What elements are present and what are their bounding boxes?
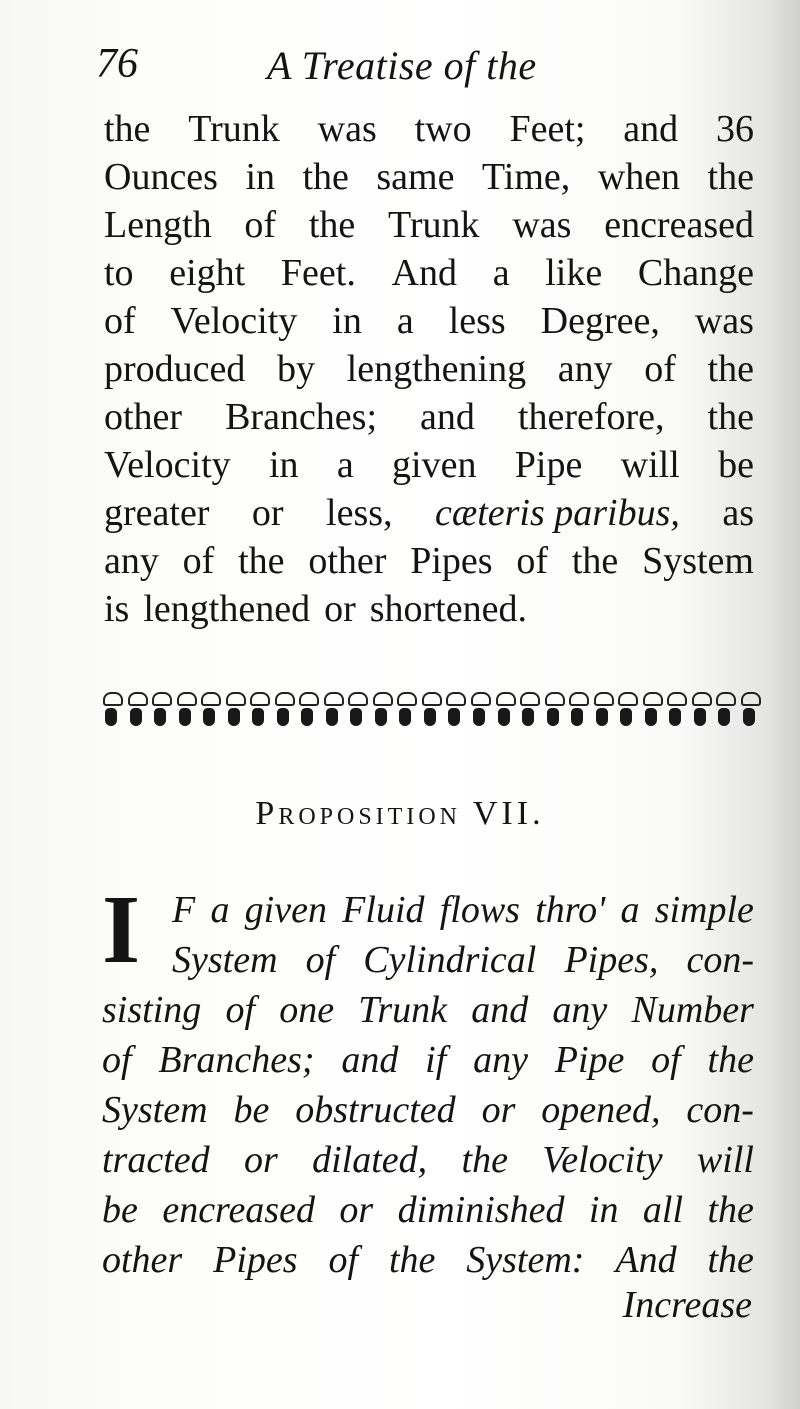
word: the	[461, 1139, 508, 1181]
word: flows	[439, 889, 520, 931]
drop-cap: I	[102, 876, 141, 984]
fleuron-ornament	[272, 690, 294, 730]
word: a	[396, 300, 414, 342]
fleuron-ornament	[321, 690, 343, 730]
word: Time,	[481, 156, 571, 198]
fleuron-ornament	[615, 690, 637, 730]
word: other	[102, 1239, 183, 1281]
word: or	[243, 1139, 278, 1181]
word: And	[615, 1239, 677, 1281]
word: or	[324, 588, 356, 630]
word: lengthened	[143, 588, 311, 630]
text-line	[104, 441, 754, 489]
word: the	[571, 540, 619, 582]
page-number: 76	[96, 41, 138, 87]
fleuron-ornament	[223, 690, 245, 730]
word: Velocity	[170, 300, 298, 342]
word: in	[268, 444, 299, 486]
word: if	[425, 1039, 447, 1081]
word: Feet;	[509, 108, 586, 150]
word: con-	[686, 1089, 754, 1131]
fleuron-ornament	[542, 690, 564, 730]
word: was	[317, 108, 377, 150]
word: be	[102, 1189, 138, 1231]
word: was	[512, 204, 572, 246]
fleuron-ornament	[370, 690, 392, 730]
word: Velocity	[542, 1139, 663, 1181]
word: therefore,	[517, 396, 665, 438]
fleuron-ornament	[198, 690, 220, 730]
word: Pipes	[410, 540, 493, 582]
word: of	[182, 540, 215, 582]
word: System	[642, 540, 754, 582]
word: any	[473, 1039, 528, 1081]
word: of	[244, 204, 277, 246]
word: Trunk	[388, 204, 480, 246]
word: the	[388, 1239, 436, 1281]
word: Length	[104, 204, 212, 246]
text-line	[104, 201, 754, 249]
fleuron-ornament	[738, 690, 760, 730]
word: cæteris paribus,	[434, 492, 680, 534]
word: other	[104, 396, 183, 438]
word: by	[277, 348, 316, 390]
word: thro'	[535, 889, 606, 931]
text-line	[104, 585, 754, 633]
word: of	[104, 300, 136, 342]
page-header	[92, 40, 752, 100]
text-line	[104, 537, 754, 585]
fleuron-ornament	[517, 690, 539, 730]
fleuron-ornament	[296, 690, 318, 730]
fleuron-ornament	[443, 690, 465, 730]
text-line	[104, 105, 754, 153]
word: or	[481, 1089, 516, 1131]
word: opened,	[541, 1089, 661, 1131]
word: be	[718, 444, 754, 486]
word: System:	[466, 1239, 585, 1281]
word: in	[588, 1189, 619, 1231]
word: of	[516, 540, 549, 582]
word: a	[210, 889, 230, 931]
word: a	[336, 444, 354, 486]
text-line	[104, 297, 754, 345]
word: encreased	[604, 204, 754, 246]
proposition-line	[102, 985, 754, 1035]
ornamental-divider	[100, 690, 760, 734]
word: is	[104, 588, 130, 630]
fleuron-ornament	[419, 690, 441, 730]
word: Fluid	[342, 889, 425, 931]
word: Cylindrical	[363, 939, 537, 981]
fleuron-ornament	[493, 690, 515, 730]
proposition-line	[102, 1035, 754, 1085]
word: diminished	[397, 1189, 565, 1231]
word: tracted	[102, 1139, 210, 1181]
word: in	[332, 300, 362, 342]
proposition-line	[102, 1185, 754, 1235]
word: when	[597, 156, 681, 198]
word: Pipe	[554, 1039, 625, 1081]
fleuron-ornament	[174, 690, 196, 730]
word: will	[696, 1139, 754, 1181]
word: any	[557, 348, 613, 390]
word: a	[620, 889, 640, 931]
word: the	[707, 396, 754, 438]
word: a	[492, 252, 510, 294]
proposition-line	[102, 1135, 754, 1185]
word: or	[251, 492, 284, 534]
word: And	[391, 252, 457, 294]
fleuron-ornament	[689, 690, 711, 730]
word: in	[245, 156, 275, 198]
word: and	[623, 108, 679, 150]
word: Branches;	[225, 396, 378, 438]
proposition-line	[172, 885, 754, 935]
word: lengthening	[346, 348, 527, 390]
word: Pipes	[213, 1239, 298, 1281]
word: Change	[637, 252, 754, 294]
word: less,	[326, 492, 393, 534]
text-line	[104, 153, 754, 201]
word: Feet.	[280, 252, 356, 294]
fleuron-ornament	[149, 690, 171, 730]
proposition-line	[102, 1235, 754, 1285]
word: the	[707, 1189, 754, 1231]
word: of	[651, 1039, 681, 1081]
text-line	[104, 249, 754, 297]
proposition-heading: Proposition VII.	[255, 795, 545, 832]
word: the	[104, 108, 151, 150]
fleuron-ornament	[125, 690, 147, 730]
word: Number	[631, 989, 754, 1031]
body-paragraph	[104, 105, 754, 633]
fleuron-ornament	[247, 690, 269, 730]
word: and	[420, 396, 475, 438]
word: any	[104, 540, 159, 582]
word: encreased	[162, 1189, 315, 1231]
catchword: Increase	[622, 1284, 752, 1326]
proposition-text	[102, 876, 754, 1285]
fleuron-ornament	[394, 690, 416, 730]
word: or	[339, 1189, 374, 1231]
word: two	[414, 108, 472, 150]
word: will	[620, 444, 680, 486]
word: dilated,	[312, 1139, 428, 1181]
word: the	[707, 1239, 754, 1281]
word: the	[707, 156, 754, 198]
word: other	[308, 540, 387, 582]
word: like	[545, 252, 603, 294]
word: Ounces	[104, 156, 218, 198]
word: the	[707, 1039, 754, 1081]
running-head: A Treatise of the	[267, 43, 537, 88]
fleuron-ornament	[345, 690, 367, 730]
word: Pipes,	[564, 939, 659, 981]
word: the	[302, 156, 349, 198]
word: shortened.	[369, 588, 527, 630]
word: and	[471, 989, 529, 1031]
word: the	[308, 204, 356, 246]
fleuron-ornament	[468, 690, 490, 730]
word: eight	[169, 252, 246, 294]
word: of	[328, 1239, 359, 1281]
fleuron-ornament	[640, 690, 662, 730]
text-line	[104, 393, 754, 441]
word: produced	[104, 348, 246, 390]
word: 36	[716, 108, 754, 150]
word: Trunk	[358, 989, 447, 1031]
word: System	[172, 939, 278, 981]
word: the	[238, 540, 285, 582]
word: of	[225, 989, 256, 1031]
word: one	[279, 989, 335, 1031]
word: less	[448, 300, 506, 342]
word: given	[392, 444, 477, 486]
text-line	[104, 345, 754, 393]
word: greater	[104, 492, 210, 534]
word: of	[102, 1039, 132, 1081]
word: F	[172, 889, 196, 931]
word: the	[707, 348, 754, 390]
proposition-line	[172, 935, 754, 985]
word: of	[644, 348, 676, 390]
word: Trunk	[188, 108, 280, 150]
word: as	[722, 492, 754, 534]
fleuron-ornament	[566, 690, 588, 730]
fleuron-ornament	[713, 690, 735, 730]
word: System	[102, 1089, 208, 1131]
fleuron-ornament	[100, 690, 122, 730]
fleuron-ornament	[664, 690, 686, 730]
word: any	[552, 989, 608, 1031]
word: Pipe	[514, 444, 583, 486]
word: to	[104, 252, 134, 294]
word: obstructed	[295, 1089, 456, 1131]
word: Degree,	[540, 300, 660, 342]
word: Velocity	[104, 444, 231, 486]
word: all	[642, 1189, 684, 1231]
proposition-line	[102, 1085, 754, 1135]
word: same	[376, 156, 455, 198]
word: of	[305, 939, 336, 981]
word: simple	[654, 889, 754, 931]
word: and	[341, 1039, 399, 1081]
word: was	[694, 300, 754, 342]
word: be	[233, 1089, 270, 1131]
word: sisting	[102, 989, 202, 1031]
word: given	[244, 889, 327, 931]
fleuron-ornament	[591, 690, 613, 730]
word: Branches;	[158, 1039, 315, 1081]
word: con-	[686, 939, 754, 981]
text-line	[104, 489, 754, 537]
